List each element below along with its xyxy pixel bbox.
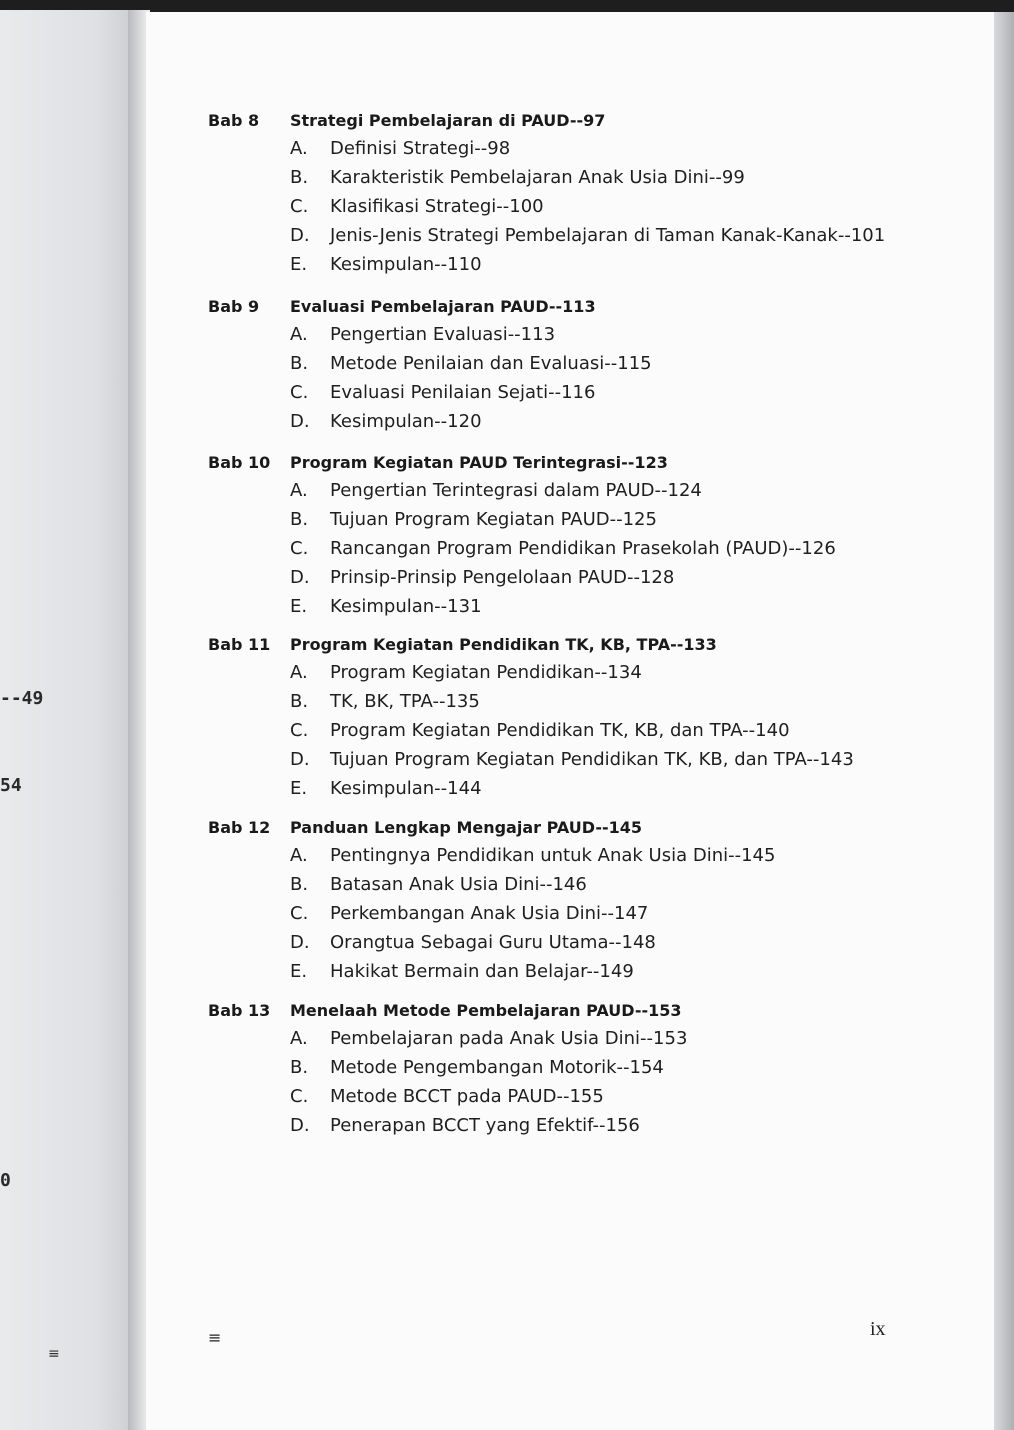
right-page-edge	[994, 12, 1014, 1430]
toc-item	[290, 870, 587, 899]
chapter-number: Bab 13	[208, 1001, 271, 1020]
toc-item	[290, 1024, 687, 1053]
toc-item	[290, 957, 634, 986]
item-letter: D.	[290, 225, 310, 246]
chapter-heading	[208, 815, 642, 841]
left-page-edge	[0, 10, 140, 1430]
toc-page	[146, 12, 994, 1430]
scan-border-top	[0, 0, 1014, 12]
chapter-heading	[208, 998, 682, 1024]
toc-item	[290, 192, 544, 221]
item-text: Metode BCCT pada PAUD--155	[330, 1086, 604, 1107]
item-letter: D.	[290, 1115, 310, 1136]
item-letter: D.	[290, 749, 310, 770]
left-page-fragment: 0	[0, 1170, 11, 1191]
toc-item	[290, 221, 885, 250]
item-letter: A.	[290, 1028, 308, 1049]
item-text: TK, BK, TPA--135	[330, 691, 480, 712]
toc-item	[290, 1082, 604, 1111]
item-text: Karakteristik Pembelajaran Anak Usia Dini--99	[330, 167, 745, 188]
toc-item	[290, 163, 745, 192]
item-text: Tujuan Program Kegiatan Pendidikan TK, KB, dan TPA--143	[330, 749, 854, 770]
item-text: Kesimpulan--110	[330, 254, 482, 275]
item-text: Kesimpulan--131	[330, 596, 482, 617]
toc-item	[290, 250, 482, 279]
item-letter: B.	[290, 353, 309, 374]
toc-item	[290, 592, 482, 621]
toc-item	[290, 928, 656, 957]
toc-item	[290, 378, 595, 407]
chapter-number: Bab 12	[208, 818, 271, 837]
item-letter: B.	[290, 1057, 309, 1078]
item-letter: C.	[290, 538, 309, 559]
chapter-title: Evaluasi Pembelajaran PAUD--113	[290, 297, 596, 316]
toc-item	[290, 534, 836, 563]
toc-item	[290, 774, 482, 803]
item-letter: A.	[290, 662, 308, 683]
chapter-heading	[208, 450, 668, 476]
item-letter: A.	[290, 138, 308, 159]
chapter-title: Menelaah Metode Pembelajaran PAUD--153	[290, 1001, 682, 1020]
item-letter: C.	[290, 1086, 309, 1107]
chapter-heading	[208, 632, 717, 658]
item-letter: E.	[290, 778, 308, 799]
toc-item	[290, 407, 482, 436]
chapter-number: Bab 11	[208, 635, 271, 654]
left-page-fragment: --49	[0, 688, 44, 709]
toc-item	[290, 899, 648, 928]
item-letter: D.	[290, 411, 310, 432]
item-letter: E.	[290, 254, 308, 275]
item-text: Perkembangan Anak Usia Dini--147	[330, 903, 649, 924]
item-letter: D.	[290, 932, 310, 953]
item-letter: A.	[290, 324, 308, 345]
item-text: Pembelajaran pada Anak Usia Dini--153	[330, 1028, 688, 1049]
chapter-title: Program Kegiatan Pendidikan TK, KB, TPA--133	[290, 635, 717, 654]
item-text: Pengertian Evaluasi--113	[330, 324, 556, 345]
item-text: Metode Pengembangan Motorik--154	[330, 1057, 664, 1078]
item-text: Jenis-Jenis Strategi Pembelajaran di Taman Kanak-Kanak--101	[330, 225, 886, 246]
item-letter: C.	[290, 382, 309, 403]
item-letter: A.	[290, 845, 308, 866]
toc-item	[290, 687, 480, 716]
publisher-logo-icon: ≡	[208, 1328, 222, 1347]
toc-item	[290, 505, 657, 534]
item-letter: C.	[290, 196, 309, 217]
toc-item	[290, 563, 674, 592]
toc-item	[290, 716, 790, 745]
item-text: Definisi Strategi--98	[330, 138, 511, 159]
item-letter: E.	[290, 961, 308, 982]
page-number: ix	[870, 1318, 886, 1340]
item-letter: E.	[290, 596, 308, 617]
item-letter: B.	[290, 691, 309, 712]
toc-item	[290, 476, 702, 505]
toc-item	[290, 349, 652, 378]
item-letter: D.	[290, 567, 310, 588]
item-text: Batasan Anak Usia Dini--146	[330, 874, 587, 895]
item-text: Evaluasi Penilaian Sejati--116	[330, 382, 596, 403]
item-text: Penerapan BCCT yang Efektif--156	[330, 1115, 640, 1136]
toc-item	[290, 320, 555, 349]
toc-item	[290, 134, 510, 163]
toc-item	[290, 1111, 640, 1140]
item-text: Metode Penilaian dan Evaluasi--115	[330, 353, 652, 374]
chapter-title: Program Kegiatan PAUD Terintegrasi--123	[290, 453, 668, 472]
item-text: Kesimpulan--120	[330, 411, 482, 432]
item-text: Kesimpulan--144	[330, 778, 482, 799]
item-text: Pentingnya Pendidikan untuk Anak Usia Dini--145	[330, 845, 776, 866]
chapter-number: Bab 8	[208, 111, 260, 130]
item-letter: B.	[290, 509, 309, 530]
item-letter: B.	[290, 874, 309, 895]
item-text: Prinsip-Prinsip Pengelolaan PAUD--128	[330, 567, 675, 588]
item-text: Program Kegiatan Pendidikan TK, KB, dan TPA--140	[330, 720, 790, 741]
item-text: Rancangan Program Pendidikan Prasekolah (PAUD)--126	[330, 538, 836, 559]
item-text: Klasifikasi Strategi--100	[330, 196, 544, 217]
item-text: Tujuan Program Kegiatan PAUD--125	[330, 509, 657, 530]
item-text: Pengertian Terintegrasi dalam PAUD--124	[330, 480, 702, 501]
item-letter: A.	[290, 480, 308, 501]
item-letter: B.	[290, 167, 309, 188]
chapter-heading	[208, 108, 605, 134]
chapter-number: Bab 10	[208, 453, 271, 472]
chapter-title: Panduan Lengkap Mengajar PAUD--145	[290, 818, 642, 837]
item-letter: C.	[290, 720, 309, 741]
publisher-logo-icon: ≡	[48, 1346, 60, 1362]
chapter-number: Bab 9	[208, 297, 260, 316]
toc-item	[290, 1053, 664, 1082]
toc-item	[290, 841, 775, 870]
chapter-heading	[208, 294, 596, 320]
item-text: Hakikat Bermain dan Belajar--149	[330, 961, 634, 982]
toc-item	[290, 658, 642, 687]
item-text: Orangtua Sebagai Guru Utama--148	[330, 932, 656, 953]
toc-item	[290, 745, 854, 774]
item-letter: C.	[290, 903, 309, 924]
left-page-fragment: 54	[0, 775, 22, 796]
chapter-title: Strategi Pembelajaran di PAUD--97	[290, 111, 606, 130]
item-text: Program Kegiatan Pendidikan--134	[330, 662, 642, 683]
